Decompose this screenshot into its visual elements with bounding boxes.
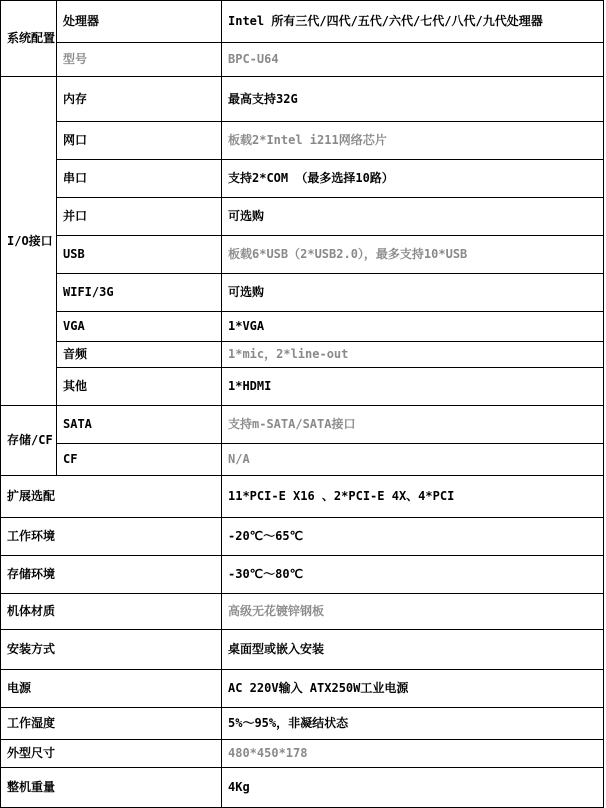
table-row	[1, 77, 604, 122]
value-cf: N/A	[222, 444, 604, 476]
value-weight: 4Kg	[222, 768, 604, 808]
value-sata: 支持m-SATA/SATA接口	[222, 406, 604, 444]
table-row	[1, 406, 604, 444]
sub-label-cpu: 处理器	[57, 1, 222, 43]
label-dimensions: 外型尺寸	[1, 740, 222, 768]
category-label-system: 系统配置	[1, 1, 57, 77]
value-vga: 1*VGA	[222, 312, 604, 342]
sub-label-usb: USB	[57, 236, 222, 274]
value-audio: 1*mic，2*line-out	[222, 342, 604, 368]
sub-label-audio: 音频	[57, 342, 222, 368]
table-row	[1, 43, 604, 77]
table-row	[1, 670, 604, 708]
value-serial: 支持2*COM （最多选择10路）	[222, 160, 604, 198]
table-row	[1, 594, 604, 630]
table-row	[1, 368, 604, 406]
table-row	[1, 740, 604, 768]
value-wifi-3g: 可选购	[222, 274, 604, 312]
sub-label-parallel: 并口	[57, 198, 222, 236]
value-cpu: Intel 所有三代/四代/五代/六代/七代/八代/九代处理器	[222, 1, 604, 43]
label-expansion: 扩展选配	[1, 476, 222, 518]
sub-label-serial: 串口	[57, 160, 222, 198]
sub-label-lan: 网口	[57, 122, 222, 160]
table-row	[1, 198, 604, 236]
table-row	[1, 708, 604, 740]
value-chassis-material: 高级无花镀锌钢板	[222, 594, 604, 630]
value-humidity: 5%～95%，非凝结状态	[222, 708, 604, 740]
table-row	[1, 342, 604, 368]
sub-label-other: 其他	[57, 368, 222, 406]
sub-label-vga: VGA	[57, 312, 222, 342]
table-row	[1, 476, 604, 518]
value-dimensions: 480*450*178	[222, 740, 604, 768]
sub-label-cf: CF	[57, 444, 222, 476]
table-row	[1, 274, 604, 312]
value-model: BPC-U64	[222, 43, 604, 77]
value-storage-environment: -30℃～80℃	[222, 556, 604, 594]
value-parallel: 可选购	[222, 198, 604, 236]
label-installation: 安装方式	[1, 630, 222, 670]
sub-label-memory: 内存	[57, 77, 222, 122]
table-row	[1, 160, 604, 198]
label-weight: 整机重量	[1, 768, 222, 808]
table-row	[1, 556, 604, 594]
label-chassis-material: 机体材质	[1, 594, 222, 630]
value-lan: 板载2*Intel i211网络芯片	[222, 122, 604, 160]
label-power: 电源	[1, 670, 222, 708]
value-memory: 最高支持32G	[222, 77, 604, 122]
value-operating-environment: -20℃～65℃	[222, 518, 604, 556]
label-humidity: 工作湿度	[1, 708, 222, 740]
category-label-storage: 存储/CF	[1, 406, 57, 476]
table-row	[1, 444, 604, 476]
table-row	[1, 518, 604, 556]
value-usb: 板载6*USB（2*USB2.0），最多支持10*USB	[222, 236, 604, 274]
sub-label-sata: SATA	[57, 406, 222, 444]
category-label-io: I/O接口	[1, 77, 57, 406]
table-row	[1, 768, 604, 808]
value-installation: 桌面型或嵌入安装	[222, 630, 604, 670]
table-body	[1, 1, 604, 808]
value-power: AC 220V输入 ATX250W工业电源	[222, 670, 604, 708]
table-row	[1, 1, 604, 43]
sub-label-model: 型号	[57, 43, 222, 77]
label-storage-environment: 存储环境	[1, 556, 222, 594]
label-operating-environment: 工作环境	[1, 518, 222, 556]
table-row	[1, 122, 604, 160]
table-row	[1, 312, 604, 342]
sub-label-wifi-3g: WIFI/3G	[57, 274, 222, 312]
table-row	[1, 630, 604, 670]
table-row	[1, 236, 604, 274]
value-expansion: 11*PCI-E X16 、2*PCI-E 4X、4*PCI	[222, 476, 604, 518]
value-other: 1*HDMI	[222, 368, 604, 406]
